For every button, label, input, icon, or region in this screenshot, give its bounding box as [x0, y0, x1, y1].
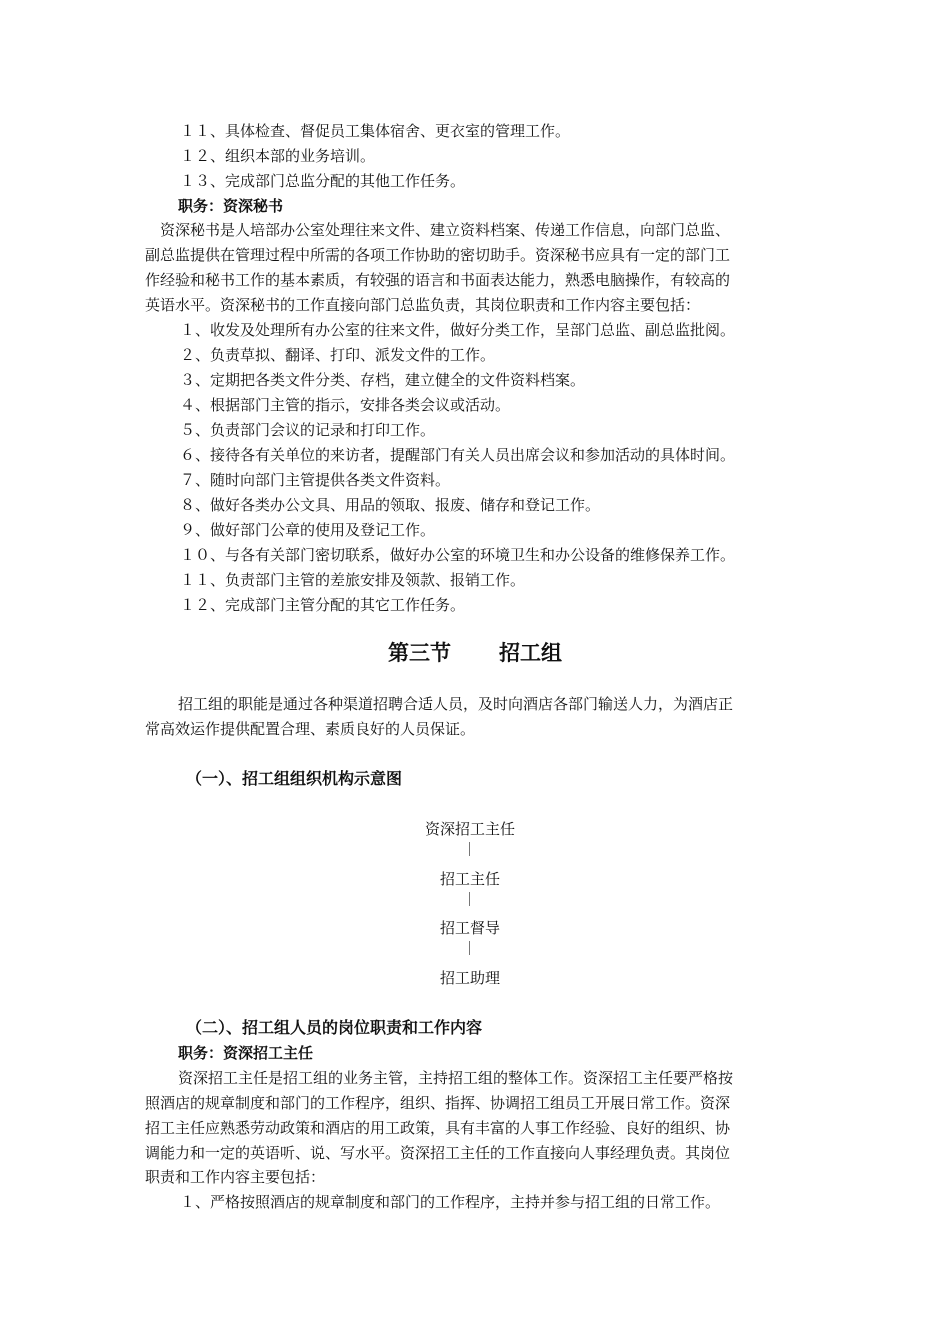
section-number: 第三节 — [388, 641, 451, 665]
org-node: 资深招工主任 — [424, 820, 515, 838]
duty-item: ７、随时向部门主管提供各类文件资料。 — [180, 471, 451, 489]
duty-item: ６、接待各有关单位的来访者，提醒部门有关人员出席会议和参加活动的具体时间。 — [180, 446, 736, 464]
section-title — [0, 640, 950, 666]
connector-line — [469, 842, 470, 856]
paragraph-line: 英语水平。资深秘书的工作直接向部门总监负责，其岗位职责和工作内容主要包括： — [145, 296, 701, 314]
duty-item: ４、根据部门主管的指示，安排各类会议或活动。 — [180, 396, 511, 414]
paragraph-line: 资深秘书是人培部办公室处理往来文件、建立资料档案、传递工作信息，向部门总监、 — [160, 221, 731, 239]
duty-item: １０、与各有关部门密切联系，做好办公室的环境卫生和办公设备的维修保养工作。 — [180, 546, 736, 564]
paragraph-line: 副总监提供在管理过程中所需的各项工作协助的密切助手。资深秘书应具有一定的部门工 — [145, 246, 731, 264]
paragraph-line: 招工组的职能是通过各种渠道招聘合适人员，及时向酒店各部门输送人力，为酒店正 — [178, 695, 734, 713]
duties-heading: （二）、招工组人员的岗位职责和工作内容 — [186, 1018, 483, 1037]
paragraph-line: 调能力和一定的英语听、说、写水平。资深招工主任的工作直接向人事经理负责。其岗位 — [145, 1144, 731, 1162]
section-name: 招工组 — [499, 641, 562, 665]
connector-line — [469, 941, 470, 955]
job-title: 职务：资深秘书 — [178, 197, 284, 215]
duty-item: ３、定期把各类文件分类、存档，建立健全的文件资料档案。 — [180, 371, 586, 389]
paragraph-line: 照酒店的规章制度和部门的工作程序，组织、指挥、协调招工组员工开展日常工作。资深 — [145, 1094, 731, 1112]
list-item: １３、完成部门总监分配的其他工作任务。 — [180, 172, 466, 190]
duty-item: ５、负责部门会议的记录和打印工作。 — [180, 421, 436, 439]
paragraph-line: 职责和工作内容主要包括： — [145, 1168, 326, 1186]
paragraph-line: 招工主任应熟悉劳动政策和酒店的用工政策，具有丰富的人事工作经验、良好的组织、协 — [145, 1119, 731, 1137]
paragraph-line: 常高效运作提供配置合理、素质良好的人员保证。 — [145, 720, 476, 738]
duty-item: ２、负责草拟、翻译、打印、派发文件的工作。 — [180, 346, 496, 364]
paragraph-line: 资深招工主任是招工组的业务主管，主持招工组的整体工作。资深招工主任要严格按 — [178, 1069, 734, 1087]
paragraph-line: 作经验和秘书工作的基本素质，有较强的语言和书面表达能力，熟悉电脑操作，有较高的 — [145, 271, 731, 289]
org-node: 招工主任 — [439, 870, 500, 888]
duty-item: １、严格按照酒店的规章制度和部门的工作程序，主持并参与招工组的日常工作。 — [180, 1193, 721, 1211]
org-chart-heading: （一）、招工组组织机构示意图 — [186, 769, 403, 788]
duty-item: ８、做好各类办公文具、用品的领取、报废、储存和登记工作。 — [180, 496, 601, 514]
duty-item: ９、做好部门公章的使用及登记工作。 — [180, 521, 436, 539]
duty-item: １２、完成部门主管分配的其它工作任务。 — [180, 596, 466, 614]
org-node: 招工助理 — [439, 969, 500, 987]
list-item: １２、组织本部的业务培训。 — [180, 147, 376, 165]
duty-item: １、收发及处理所有办公室的往来文件，做好分类工作，呈部门总监、副总监批阅。 — [180, 321, 736, 339]
job-title: 职务：资深招工主任 — [178, 1044, 314, 1062]
connector-line — [469, 892, 470, 906]
duty-item: １１、负责部门主管的差旅安排及领款、报销工作。 — [180, 571, 526, 589]
org-node: 招工督导 — [439, 919, 500, 937]
list-item: １１、具体检查、督促员工集体宿舍、更衣室的管理工作。 — [180, 122, 571, 140]
